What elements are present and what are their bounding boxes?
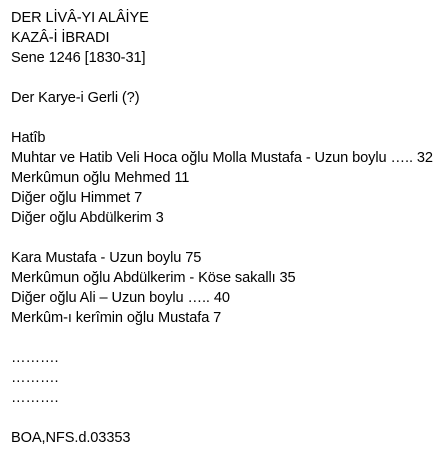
household-entry: Kara Mustafa - Uzun boylu 75 — [11, 250, 202, 266]
spacer — [11, 108, 441, 128]
village-name: Der Karye-i Gerli (?) — [11, 90, 140, 106]
household-entry: Merkûm-ı kerîmin oğlu Mustafa 7 — [11, 310, 222, 326]
source-reference: BOA,NFS.d.03353 — [11, 430, 131, 446]
header-district: KAZÂ-İ İBRADI — [11, 30, 110, 46]
household-entry: Merkûmun oğlu Abdülkerim - Köse sakallı 35 — [11, 270, 296, 286]
ellipsis-line: ………. — [11, 370, 59, 386]
household-entry: Muhtar ve Hatib Veli Hoca oğlu Molla Mustafa - Uzun boylu ….. 32 — [11, 150, 433, 166]
household-entry: Diğer oğlu Abdülkerim 3 — [11, 210, 164, 226]
household-title: Hatîb — [11, 130, 46, 146]
header-province: DER LİVÂ-YI ALÂİYE — [11, 10, 149, 26]
household-entry: Diğer oğlu Himmet 7 — [11, 190, 143, 206]
spacer — [11, 228, 441, 248]
ellipsis-line: ………. — [11, 350, 59, 366]
ellipsis-line: ………. — [11, 390, 59, 406]
household-entry: Diğer oğlu Ali – Uzun boylu ….. 40 — [11, 290, 230, 306]
household-entry: Merkûmun oğlu Mehmed 11 — [11, 170, 190, 186]
spacer — [11, 328, 441, 348]
header-year: Sene 1246 [1830-31] — [11, 50, 146, 66]
document-body — [11, 8, 441, 448]
spacer — [11, 68, 441, 88]
spacer — [11, 408, 441, 428]
